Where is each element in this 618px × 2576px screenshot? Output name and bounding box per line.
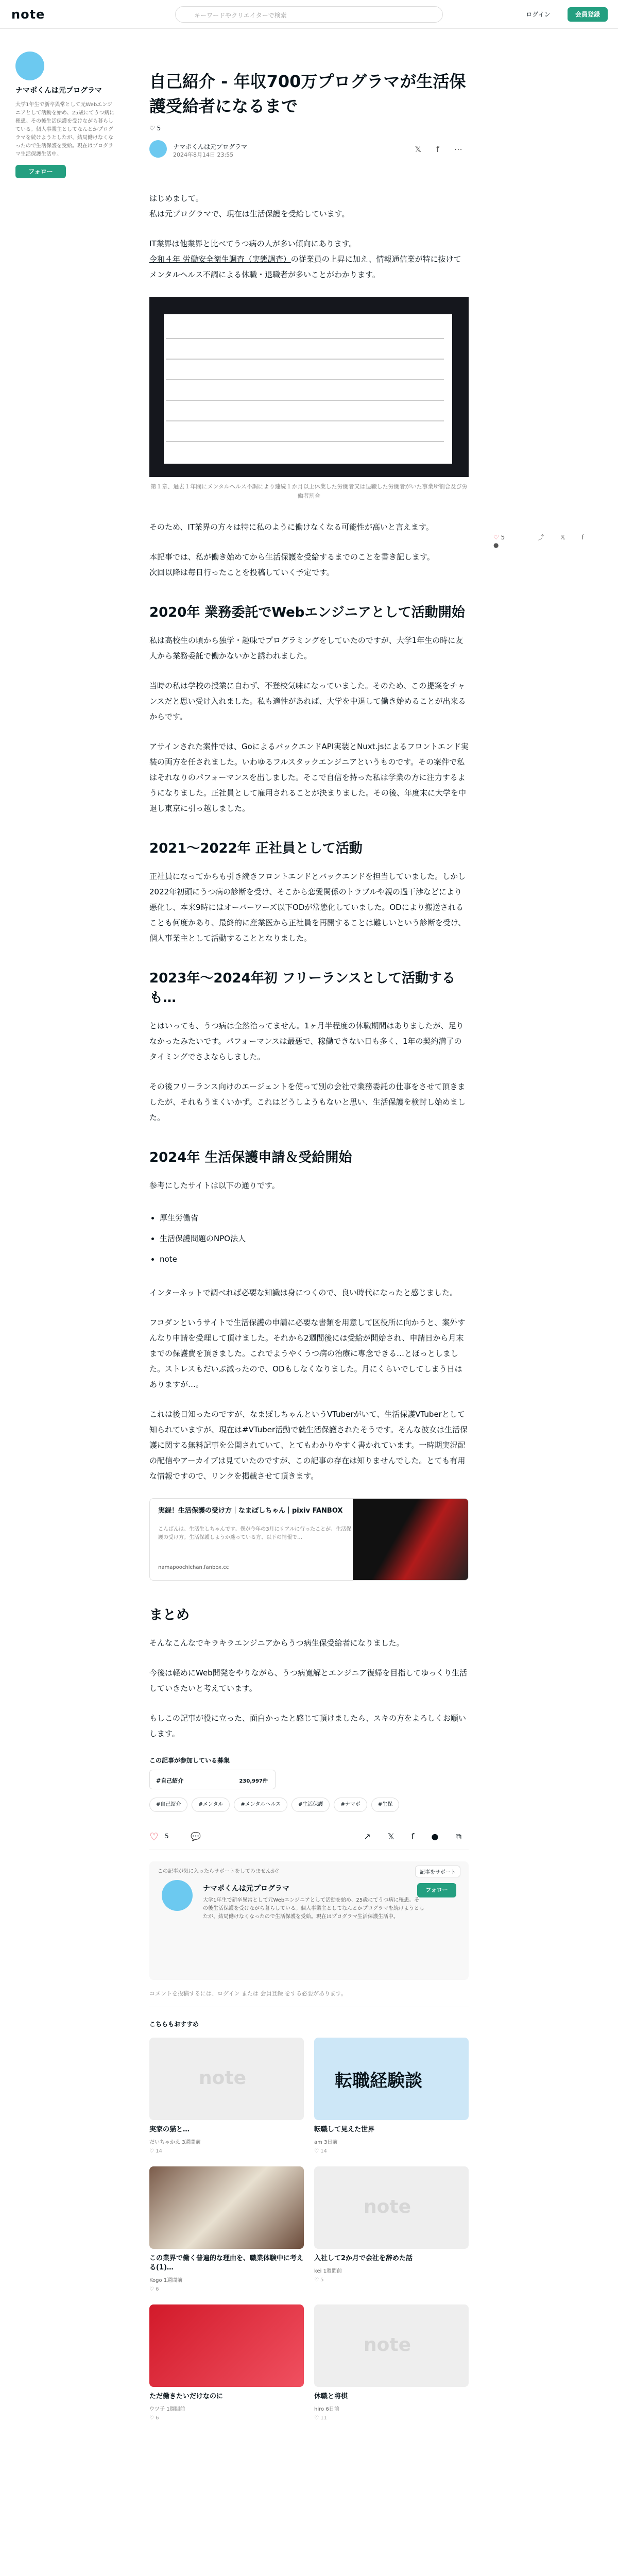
share-icons[interactable]: ⤴ 𝕏 f ● [493, 534, 591, 549]
section-heading: まとめ [149, 1607, 190, 1623]
embed-title: 実録！生活保護の受け方｜なまぽしちゃん｜pixiv FANBOX [158, 1507, 343, 1515]
signup-button[interactable]: 会員登録 [568, 7, 608, 22]
paragraph: 正社員になってからも引き続きフロントエンドとバックエンドを担当していました。しかし2022年初頭にうつ病の診断を受け、そこから恋愛関係のトラブルや親の過干渉などにより悪化し、本来9時にはオーバーワーズ以下ODが常態化していました。ODにより搬送されることも何度かあり、最終的に産業医から正社員を再開することは難しいという診断を受け、個人事業主として活動することとなりました。 [149, 872, 466, 943]
paragraph: 参考にしたサイトは以下の通りです。 [149, 1181, 280, 1190]
heart-icon[interactable]: ♡ [493, 534, 499, 541]
rec-card[interactable]: ただ働きたいだけなのに ウツ子 1週間前 ♡ 6 [149, 2304, 304, 2421]
author-bio: 大学1年生で新卒異常として元Webエンジニアとして活動を始め、25歳にてうつ病に罹患。その後生活保護を受けながら暮らしている。個人事業主としてなんとかプログラマを続けようとしたが、結局働けなくなったので生活保護を受給。現在はプログラマ生活保護生活中。 [203, 1897, 424, 1920]
thumbnail [149, 2038, 304, 2120]
tag[interactable]: #自己紹介 [149, 1798, 187, 1812]
author-name[interactable]: ナマポくんは元プログラマ [15, 87, 102, 95]
author-card [149, 1861, 469, 1980]
thumbnail [314, 2038, 469, 2120]
rec-card[interactable]: note 実家の猫と… だいちゃかえ 3週間前 ♡ 14 [149, 2038, 304, 2154]
paragraph: そのため、IT業界の方々は特に私のように働けなくなる可能性が高いと言えます。 [149, 522, 434, 532]
avatar[interactable] [15, 52, 44, 80]
thumb-logo: note [364, 2196, 411, 2217]
share-icons[interactable]: 𝕏 f ⋯ [415, 144, 469, 154]
paragraph: 当時の私は学校の授業に自わず、不登校気味になっていました。そのため、この提案をチャンスだと思い受け入れました。私も適性があれば、大学を中退して働き始めることが出来るからです。 [149, 681, 466, 721]
list-item: • 厚生労働省 [160, 1208, 469, 1228]
action-bar [149, 1822, 469, 1850]
heart-icon[interactable]: ♡ [149, 1831, 159, 1843]
tag[interactable]: #生活保護 [291, 1798, 330, 1812]
paragraph: IT業界は他業界と比べてうつ病の人が多い傾向にあります。 令和４年 労働安全衛生調査（実態調査）の従業員の上昇に加え、情報通信業が特に抜けてメンタルヘルス不調による休職・退職者が多いことがわかります。 [149, 239, 461, 279]
thumbnail [149, 2166, 304, 2249]
section-heading: 2021〜2022年 正社員として活動 [149, 841, 363, 856]
logo[interactable]: note [11, 7, 45, 22]
follow-button[interactable]: フォロー [15, 165, 66, 178]
login-button[interactable]: ログイン [526, 11, 551, 18]
publish-date: 2024年8月14日 23:55 [173, 151, 234, 158]
thumbnail [314, 2166, 469, 2249]
paragraph: その後フリーランス向けのエージェントを使って別の会社で業務委託の仕事をさせて頂きましたが、それもうまくいかず。これはどうしようもないと思い、生活保護を検討し始めました。 [149, 1082, 466, 1122]
tag[interactable]: #メンタル [192, 1798, 230, 1812]
paragraph: これは後日知ったのですが、なまぽしちゃんというVTuberがいて、生活保護VTuberとして知られていますが、現在は#VTuber活動で就生活保護されたそうです。そんな彼女は生活保護に関する無料記事を公開されていて、とてもわかりやすく書かれています。一時期実況配の配信やアーカイブは見ていたのですが、この記事の存在は知りませんでした。とても有用な情報ですので、リンクを掲載させて頂きます。 [149, 1410, 468, 1481]
heart-icon[interactable]: ♡ [149, 125, 155, 132]
avatar[interactable] [162, 1880, 193, 1911]
comment-prompt: コメントを投稿するには、ログイン または 会員登録 をする必要があります。 [149, 1989, 469, 2007]
like-count: 5 [165, 1833, 169, 1840]
recommend-heading: こちらもおすすめ [149, 2021, 199, 2028]
embed-card[interactable] [149, 1498, 469, 1581]
follow-button[interactable]: フォロー [417, 1883, 456, 1897]
embed-desc: こんばんは、生活生しちゃんです。僕が今年の3月にリアルに行ったことが、生活保護の受け方。生活保護しようか迷っている方、以下の情報で… [158, 1527, 352, 1540]
article-image [149, 297, 469, 477]
article [149, 69, 469, 2421]
section-heading: 2023年〜2024年初 フリーランスとして活動するも… [149, 971, 455, 1006]
rec-card[interactable]: 転職経験談 転職して見えた世界 am 3日前 ♡ 14 [314, 2038, 469, 2154]
survey-link[interactable]: 令和４年 労働安全衛生調査（実態調査） [149, 255, 291, 264]
paragraph: もしこの記事が役に立った、面白かったと感じて頂けましたら、スキの方をよろしくお願いします。 [149, 1714, 467, 1738]
author-name[interactable]: ナマポくんは元プログラマ [173, 143, 248, 150]
thumb-logo: note [364, 2334, 411, 2355]
thumbnail [314, 2304, 469, 2387]
comment-icon[interactable]: 💬 [191, 1832, 201, 1841]
recommend-grid [149, 2038, 469, 2421]
rec-card[interactable]: note 入社して2か月で会社を辞めた話 kei 1週間前 ♡ 5 [314, 2166, 469, 2292]
search-input[interactable]: キーワードやクリエイターで検索 [175, 6, 443, 23]
paragraph: フコダンというサイトで生活保護の申請に必要な書類を用意して区役所に向かうと、案外すんなり申請を受理して頂けました。それから2週間後には受給が開始され、申請日から月末までの保護費を頂きました。これでようやくうつ病の治療に専念できる…とほっとしました。ストレスもだいぶ減ったので、ODもしなくなりました。月にくらいでしてしまう日はありますが…。 [149, 1318, 466, 1389]
author-bio: 大学1年生で新卒異常として元Webエンジニアとして活動を始め、25歳にてうつ病に罹患。その後生活保護を受けながら暮らしている。個人事業主としてなんとかプログラマを続けようとしたが、結局働けなくなったので生活保護を受給。現在はプログラマ生活保護生活中。 [15, 102, 115, 157]
intro: はじめまして。 私は元プログラマで、現在は生活保護を受給しています。 [149, 194, 350, 218]
support-text: この記事が気に入ったらサポートをしてみませんか？ [158, 1869, 281, 1874]
embed-url: namapoochichan.fanbox.cc [158, 1565, 229, 1570]
rec-card[interactable]: note 休職と将棋 hiro 6日前 ♡ 11 [314, 2304, 469, 2421]
header [0, 0, 618, 29]
tag[interactable]: #ナマポ [334, 1798, 367, 1812]
author-row [149, 139, 469, 163]
paragraph: とはいっても、うつ病は全然治ってません。1ヶ月半程度の休職期間はありましたが、足りなかったみたいです。パフォーマンスは最悪で、稼働できない日も多く、1年の契約満了のタイミングでさよならしました。 [149, 1021, 464, 1061]
like-count: 5 [157, 125, 161, 132]
like-row [149, 125, 469, 132]
rec-card[interactable]: この業界で働く普遍的な理由を、職業体験中に考える(1)… Kogo 1週間前 ♡ 6 [149, 2166, 304, 2292]
section-heading: 2024年 生活保護申請＆受給開始 [149, 1150, 352, 1165]
reference-list [160, 1208, 469, 1269]
paragraph: 本記事では、私が働き始めてから生活保護を受給するまでのことを書き記します。 次回以降は毎日行ったことを投稿していく予定です。 [149, 552, 435, 577]
like-count: 5 [501, 534, 505, 541]
paragraph: アサインされた案件では、GoによるバックエンドAPI実装とNuxt.jsによるフロントエンド実装の両方を任されました。いわゆるフルスタックエンジニアというものです。その案件で私はそれなりのパフォーマンスを出しました。そこで自信を持った私は学業の方に注力するようになりました。正社員として雇用されることが決まりました。その後、年度末に大学を中退し東京に引っ越しました。 [149, 742, 469, 813]
magazine-link[interactable]: #自己紹介 230,997件 [149, 1770, 276, 1789]
banner-text: 転職経験談 [335, 2071, 422, 2091]
support-button[interactable]: 記事をサポート [415, 1866, 460, 1877]
thumb-logo: note [199, 2067, 246, 2089]
embed-image [353, 1499, 468, 1581]
share-icons[interactable]: ↗ 𝕏 f ● ⧉ [364, 1832, 469, 1841]
tag[interactable]: #生保 [371, 1798, 399, 1812]
paragraph: インターネットで調べれば必要な知識は身につくので、良い時代になったと感じました。 [149, 1288, 458, 1297]
floating-share-bar [493, 533, 607, 548]
paragraph: 今後は軽めにWeb開発をやりながら、うつ病寛解とエンジニア復帰を目指してゆっくり生活していきたいと考えています。 [149, 1668, 468, 1693]
section-heading: 2020年 業務委託でWebエンジニアとして活動開始 [149, 605, 465, 620]
paragraph: そんなこんなでキラキラエンジニアからうつ病生保受給者になりました。 [149, 1638, 404, 1648]
thumbnail [149, 2304, 304, 2387]
author-name[interactable]: ナマポくんは元プログラマ [203, 1885, 289, 1893]
list-item: • note [160, 1249, 469, 1269]
list-item: • 生活保護問題のNPO法人 [160, 1228, 469, 1249]
avatar[interactable] [149, 140, 167, 158]
tag-list [149, 1798, 469, 1812]
image-caption: 第１章、過去１年間にメンタルヘルス不調により連続１か月以上休業した労働者又は退職した労働者がいた事業所割合及び労働者割合 [150, 483, 468, 499]
sidebar [15, 52, 116, 178]
paragraph: 私は高校生の頃から独学・趣味でプログラミングをしていたのですが、大学1年生の時に友人から業務委託で働かないかと誘われました。 [149, 636, 464, 660]
magazine-heading: この記事が参加している募集 [149, 1757, 230, 1764]
article-title: 自己紹介 - 年収700万プログラマが生活保護受給者になるまで [149, 72, 466, 116]
tag[interactable]: #メンタルヘルス [234, 1798, 287, 1812]
